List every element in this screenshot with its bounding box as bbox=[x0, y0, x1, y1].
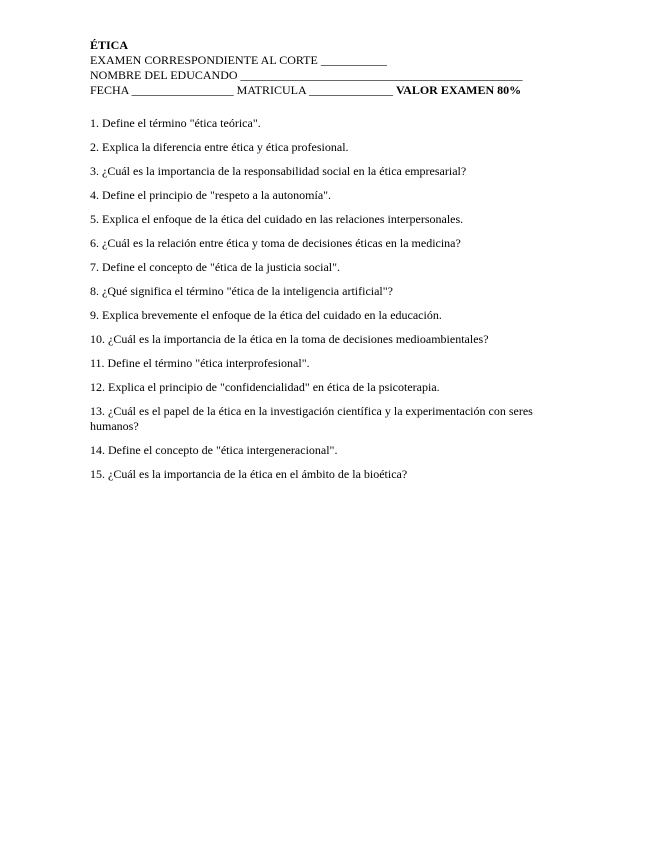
question-12: 12. Explica el principio de "confidencialidad" en ética de la psicoterapia. bbox=[90, 380, 440, 394]
question-3: 3. ¿Cuál es la importancia de la responsabilidad social en la ética empresarial? bbox=[90, 164, 467, 178]
subject-title: ÉTICA bbox=[90, 38, 129, 52]
exam-cut-line: EXAMEN CORRESPONDIENTE AL CORTE ___________ bbox=[90, 53, 387, 67]
question-7: 7. Define el concepto de "ética de la justicia social". bbox=[90, 260, 341, 274]
question-13: 13. ¿Cuál es el papel de la ética en la investigación científica y la experimentación con seres humanos? bbox=[90, 404, 533, 433]
question-9: 9. Explica brevemente el enfoque de la ética del cuidado en la educación. bbox=[90, 308, 442, 322]
question-5: 5. Explica el enfoque de la ética del cuidado en las relaciones interpersonales. bbox=[90, 212, 464, 226]
date-enrollment-line bbox=[90, 83, 568, 98]
question-11: 11. Define el término "ética interprofesional". bbox=[90, 356, 310, 370]
date-enrollment-label: FECHA _________________ MATRICULA ______________ bbox=[90, 83, 397, 97]
student-name-line: NOMBRE DEL EDUCANDO _______________________________________________ bbox=[90, 68, 523, 82]
question-2: 2. Explica la diferencia entre ética y ética profesional. bbox=[90, 140, 349, 154]
question-6: 6. ¿Cuál es la relación entre ética y toma de decisiones éticas en la medicina? bbox=[90, 236, 461, 250]
question-1: 1. Define el término "ética teórica". bbox=[90, 116, 261, 130]
exam-value-label: VALOR EXAMEN 80% bbox=[396, 83, 522, 97]
exam-header bbox=[90, 38, 568, 98]
question-list bbox=[90, 116, 568, 482]
question-15: 15. ¿Cuál es la importancia de la ética en el ámbito de la bioética? bbox=[90, 467, 408, 481]
question-8: 8. ¿Qué significa el término "ética de la inteligencia artificial"? bbox=[90, 284, 393, 298]
question-4: 4. Define el principio de "respeto a la autonomía". bbox=[90, 188, 332, 202]
question-14: 14. Define el concepto de "ética intergeneracional". bbox=[90, 443, 338, 457]
question-10: 10. ¿Cuál es la importancia de la ética en la toma de decisiones medioambientales? bbox=[90, 332, 489, 346]
exam-document bbox=[90, 38, 568, 491]
